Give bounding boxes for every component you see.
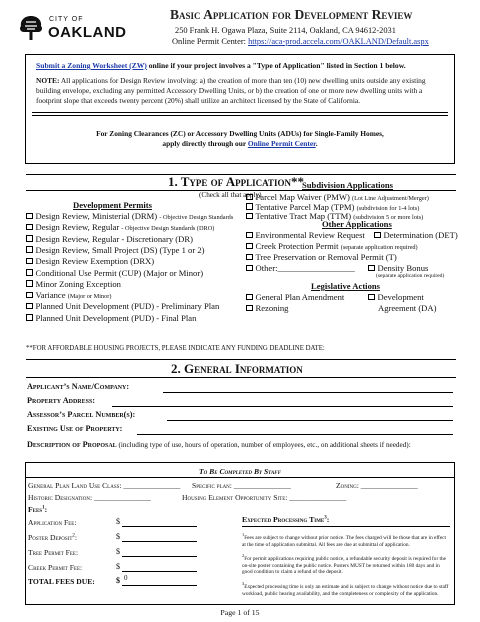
sp-label: Specific plan: _______________ [192, 481, 291, 490]
checkbox-box [246, 194, 253, 201]
checkbox-label: Tree Preservation or Removal Permit (T) [255, 252, 397, 262]
staff-use-box [25, 462, 455, 605]
divider [26, 477, 454, 478]
zoning-field [336, 481, 418, 490]
permit-center-link[interactable]: https://aca-prod.accela.com/OAKLAND/Default.aspx [248, 37, 429, 46]
environmental-review-checkbox[interactable] [246, 230, 365, 241]
checkbox-box [26, 303, 33, 310]
checkbox-box [26, 314, 33, 321]
zoning-worksheet-link[interactable]: Submit a Zoning Worksheet (ZW) [36, 61, 147, 70]
poster-deposit-field[interactable] [122, 541, 197, 542]
proposal-label-text: Description of Proposal [27, 440, 117, 449]
development-permit-checkbox[interactable] [26, 301, 219, 313]
footnote-2: $^2$For permit applications requiring public notice, a refundable security deposit is required for the on-site poster containing the public notice. Posters MUST be returned within 180 days and in good condition to claim a refund of the deposit. [242, 553, 447, 576]
exp-head-text: Expected Processing Time [242, 515, 325, 524]
determination-checkbox[interactable] [374, 230, 458, 241]
checkbox-box [26, 213, 33, 220]
development-permit-checkbox[interactable] [26, 256, 154, 268]
poster-text: Poster Deposit [28, 533, 73, 542]
fees-head-text: Fees [28, 505, 43, 514]
divider [32, 112, 448, 113]
legislative-actions-heading: Legislative Actions [311, 281, 380, 291]
application-fee-field[interactable] [122, 526, 197, 527]
checkbox-note: (subdivision 5 or more lots) [353, 214, 424, 221]
total-fees-field[interactable] [122, 585, 197, 586]
development-permit-checkbox[interactable] [26, 222, 214, 234]
zoning-clearance-notice [26, 129, 454, 149]
logo-city-text: CITY OF [49, 16, 84, 23]
development-permit-checkbox[interactable] [26, 290, 111, 302]
checkbox-box [246, 305, 253, 312]
checkbox-box [246, 203, 253, 210]
checkbox-box [368, 265, 375, 272]
page-number: Page 1 of 15 [220, 608, 260, 617]
currency-symbol: $ [116, 517, 120, 526]
density-bonus-note: (separate application required) [376, 273, 445, 279]
checkbox-label: Other:__________________ [255, 263, 355, 273]
online-permit-center [172, 37, 429, 46]
checkbox-label: Development [377, 292, 424, 302]
checkbox-box [368, 294, 375, 301]
checkbox-box [26, 280, 33, 287]
zc-line-2-text: apply directly through our [162, 139, 248, 148]
checkbox-note: (separate application required) [340, 244, 418, 251]
checkbox-box [246, 265, 253, 272]
poster-sup: 2 [72, 533, 75, 539]
checkbox-box [246, 254, 253, 261]
total-fees-label: TOTAL FEES DUE: [28, 577, 95, 586]
zc-line-2-end: . [315, 139, 318, 148]
existing-use-field[interactable] [137, 434, 453, 435]
specific-plan-field [192, 481, 291, 490]
checkbox-label: Planned Unit Development (PUD) - Final Plan [35, 312, 197, 323]
checkbox-box [246, 213, 253, 220]
checkbox-box [246, 243, 253, 250]
section-1-subtitle: (Check all that apply) [199, 191, 262, 199]
section-bar [26, 174, 456, 175]
checkbox-box [26, 246, 33, 253]
checkbox-box [26, 292, 33, 299]
housing-element-site-field [182, 493, 346, 502]
checkbox-label: Conditional Use Permit (CUP) (Major or Minor) [35, 267, 204, 278]
development-agreement-checkbox[interactable] [368, 292, 424, 303]
checkbox-label: Creek Protection Permit [255, 241, 341, 251]
checkbox-label: Minor Zoning Exception [35, 278, 121, 289]
historic-designation-field [28, 493, 151, 502]
currency-symbol: $ [116, 562, 120, 571]
expected-processing-time-heading: Expected Processing Time$^3$: [242, 515, 330, 524]
divider [32, 115, 448, 116]
checkbox-note: (subdivision for 1-4 lots) [356, 204, 420, 212]
parcel-number-field[interactable] [167, 420, 453, 421]
footnote-3-text: Expected processing time is only an estimate and is subject to change without notice due to staff workload, public hearing availability, and the completeness or complexity of the application. [242, 583, 449, 597]
gp-label: General Plan Land Use Class: _______________ [28, 481, 181, 490]
logo-name-text: OAKLAND [48, 24, 127, 41]
zoning-worksheet-text: online if your project involves a "Type of Application" listed in Section 1 below. [146, 61, 406, 70]
applicant-name-label: Applicant’s Name/Company: [27, 382, 130, 391]
checkbox-label: Density Bonus [377, 263, 429, 273]
general-plan-amendment-checkbox[interactable] [246, 292, 344, 303]
development-permits-heading: Development Permits [73, 200, 152, 210]
checkbox-box [246, 294, 253, 301]
checkbox-label: Rezoning [255, 303, 289, 313]
checkbox-label: Tentative Parcel Map (TPM) [255, 201, 357, 212]
description-of-proposal-label [27, 440, 411, 449]
checkbox-box [246, 232, 253, 239]
checkbox-label: Design Review, Regular [35, 222, 122, 233]
section-bar [26, 377, 456, 378]
application-fee-label: Application Fee: [28, 518, 77, 527]
development-permit-checkbox[interactable] [26, 234, 193, 246]
checkbox-label: Tentative Tract Map (TTM) [255, 211, 354, 221]
other-checkbox[interactable] [246, 263, 355, 274]
section-bar [26, 359, 456, 360]
checkbox-box [26, 269, 33, 276]
zoning-label: Zoning: _______________ [336, 481, 418, 490]
staff-box-title: To Be Completed By Staff [199, 467, 281, 476]
oak-tree-icon [18, 14, 44, 42]
hist-label: Historic Designation: _______________ [28, 493, 151, 502]
checkbox-label: Design Review, Regular - Discretionary (DR) [35, 233, 193, 244]
property-address-label: Property Address: [27, 396, 96, 405]
footnote-1-text: Fees are subject to change without prior notice. The fees charged will be those that are in effect at the time of application submittal. All fees are due at submittal of application. [242, 534, 446, 548]
development-permit-checkbox[interactable] [26, 211, 233, 223]
creek-permit-fee-field[interactable] [122, 571, 197, 572]
note-text: All applications for Design Review involving: a) the creation of more than ten (10) new dwelling units outside any existing building envelope, excluding any permitted Accessory Dwelling Units, or b) the creation of one or more new dwelling units with a footprint slope that exceeds twenty percent (20%) shall utilize an architect licensed by the State of California. [36, 76, 426, 105]
checkbox-label: Design Review, Small Project (DS) (Type 1 or 2) [35, 244, 205, 255]
currency-symbol: $ [116, 532, 120, 541]
checkbox-label: Design Review, Ministerial (DRM) [35, 211, 160, 221]
notice-box [25, 54, 455, 164]
exp-sup: 3 [324, 515, 327, 521]
other-applications-heading: Other Applications [322, 219, 392, 229]
tree-permit-fee-label: Tree Permit Fee: [28, 548, 79, 557]
subdivision-applications-heading: Subdivision Applications [302, 180, 393, 190]
affordable-housing-note: **FOR AFFORDABLE HOUSING PROJECTS, PLEASE INDICATE ANY FUNDING DEADLINE DATE: [26, 345, 325, 352]
online-permit-center-link[interactable]: Online Permit Center [247, 139, 316, 148]
zc-line-1: For Zoning Clearances (ZC) or Accessory Dwelling Units (ADUs) for Single-Family Homes, [96, 129, 384, 138]
currency-symbol: $ [116, 547, 120, 556]
proposal-label-note: (including type of use, hours of operation, number of employees, etc., on additional sheets if needed): [116, 441, 411, 449]
tree-permit-fee-field[interactable] [122, 556, 197, 557]
checkbox-label: Parcel Map Waiver (PMW) [255, 192, 353, 202]
office-address: 250 Frank H. Ogawa Plaza, Suite 2114, Oakland, CA 94612-2031 [175, 26, 396, 35]
checkbox-box [26, 235, 33, 242]
city-logo [18, 14, 128, 44]
architect-note [36, 76, 446, 106]
checkbox-box [374, 232, 381, 239]
checkbox-note: - Objective Design Standards (DRO) [121, 225, 215, 233]
general-plan-land-use-field [28, 481, 180, 490]
footnote-1: $^1$Fees are subject to change without prior notice. The fees charged will be those that are in effect at the time of application submittal. All fees are due at submittal of application. [242, 532, 446, 548]
fees-sup: 1 [42, 505, 45, 511]
expected-processing-time-field[interactable] [242, 526, 450, 527]
checkbox-label: Determination (DET) [383, 230, 458, 240]
development-permit-checkbox[interactable] [26, 313, 196, 325]
checkbox-label: Design Review Exemption (DRX) [35, 256, 155, 267]
development-permit-checkbox[interactable] [26, 279, 121, 291]
checkbox-note: (Major or Minor) [67, 293, 112, 301]
checkbox-box [26, 224, 33, 231]
footnote-2-text: For permit applications requiring public notice, a refundable security deposit is required for the on-site poster containing the public notice. Posters MUST be returned within 180 days and in good condition to claim a refund of the deposit. [242, 555, 447, 576]
checkbox-label: Variance [35, 290, 68, 301]
section-1-title: 1. Type of Application** [168, 174, 304, 189]
note-label: NOTE: [36, 76, 60, 85]
currency-symbol: $ [116, 576, 120, 585]
creek-permit-fee-label: Creek Permit Fee: [28, 563, 83, 572]
existing-use-label: Existing Use of Property: [27, 424, 123, 433]
zc-line-2 [26, 139, 454, 149]
heos-label: Housing Element Opportunity Site: _______________ [182, 493, 347, 502]
applicant-name-field[interactable] [163, 392, 453, 393]
section-2-title: 2. General Information [171, 361, 303, 376]
checkbox-note: (Lot Line Adjustment/Merger) [352, 195, 429, 202]
document-title: Basic Application for Development Review [170, 7, 413, 22]
checkbox-box [26, 258, 33, 265]
development-agreement-label-2: Agreement (DA) [378, 303, 437, 313]
property-address-field[interactable] [112, 406, 453, 407]
development-permit-checkbox[interactable] [26, 268, 203, 280]
rezoning-checkbox[interactable] [246, 303, 288, 314]
development-permit-checkbox[interactable] [26, 245, 205, 257]
permit-center-label: Online Permit Center: [172, 37, 246, 46]
checkbox-label: Environmental Review Request [255, 230, 365, 240]
parcel-number-label: Assessor’s Parcel Number(s): [27, 410, 136, 419]
fees-heading: Fees$^1$: [28, 505, 48, 514]
checkbox-note: - Objective Design Standards [159, 214, 234, 221]
zoning-worksheet-notice [36, 61, 406, 70]
checkbox-label: General Plan Amendment [255, 292, 345, 302]
footnote-3: $^3$Expected processing time is only an estimate and is subject to change without notice due to staff workload, public hearing availability, and the completeness or complexity of the application. [242, 581, 449, 597]
checkbox-label: Planned Unit Development (PUD) - Preliminary Plan [35, 301, 220, 312]
total-fees-value: 0 [124, 574, 128, 582]
poster-deposit-label: Poster Deposit$^2$: [28, 533, 78, 542]
